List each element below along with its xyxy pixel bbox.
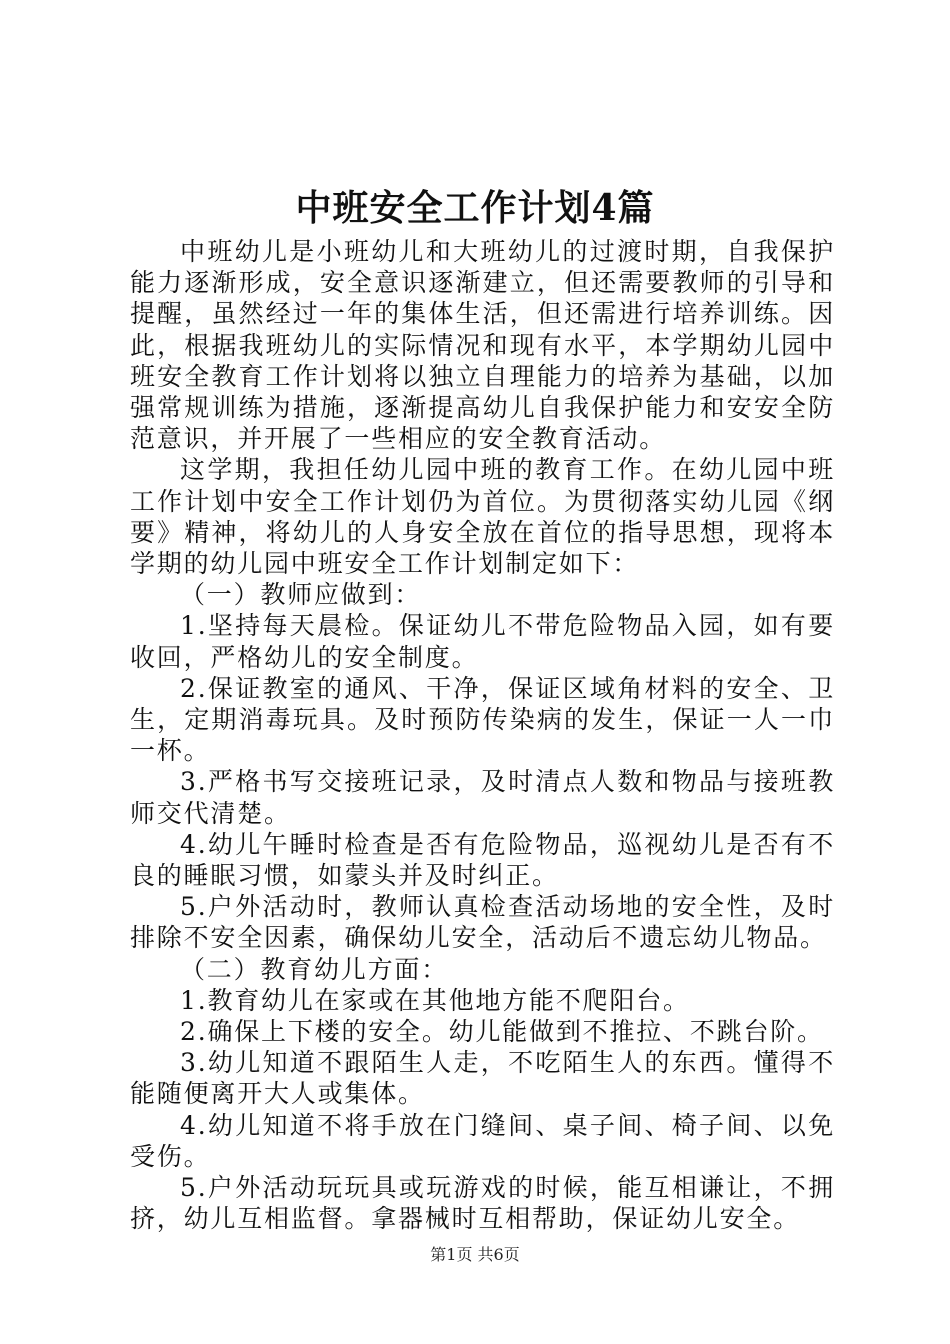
- list-item: 5.户外活动玩玩具或玩游戏的时候，能互相谦让，不拥挤，幼儿互相监督。拿器械时互相帮助，保证幼儿安全。: [130, 1173, 835, 1234]
- list-item: 1.坚持每天晨检。保证幼儿不带危险物品入园，如有要收回，严格幼儿的安全制度。: [130, 611, 835, 672]
- list-item: 4.幼儿知道不将手放在门缝间、桌子间、椅子间、以免受伤。: [130, 1110, 835, 1171]
- list-item: 3.严格书写交接班记录，及时清点人数和物品与接班教师交代清楚。: [130, 767, 835, 828]
- list-item: 5.户外活动时，教师认真检查活动场地的安全性，及时排除不安全因素，确保幼儿安全，活动后不遗忘幼儿物品。: [130, 892, 835, 953]
- paragraph-semester: 这学期，我担任幼儿园中班的教育工作。在幼儿园中班工作计划中安全工作计划仍为首位。为贯彻落实幼儿园《纲要》精神，将幼儿的人身安全放在首位的指导思想，现将本学期的幼儿园中班安全工作计划制定如下：: [130, 455, 835, 579]
- document-title: 中班安全工作计划4篇: [295, 187, 655, 229]
- list-item: 2.确保上下楼的安全。幼儿能做到不推拉、不跳台阶。: [180, 1017, 824, 1047]
- page-footer: 第1页 共6页: [430, 1245, 520, 1264]
- document-body: [130, 236, 835, 1235]
- paragraph-intro: 中班幼儿是小班幼儿和大班幼儿的过渡时期，自我保护能力逐渐形成，安全意识逐渐建立，但还需要教师的引导和提醒，虽然经过一年的集体生活，但还需进行培养训练。因此，根据我班幼儿的实际情况和现有水平，本学期幼儿园中班安全教育工作计划将以独立自理能力的培养为基础，以加强常规训练为措施，逐渐提高幼儿自我保护能力和安安全防范意识，并开展了一些相应的安全教育活动。: [130, 237, 835, 454]
- section-heading-children: （二）教育幼儿方面：: [180, 954, 449, 984]
- list-item: 1.教育幼儿在家或在其他地方能不爬阳台。: [180, 985, 690, 1015]
- list-item: 4.幼儿午睡时检查是否有危险物品，巡视幼儿是否有不良的睡眠习惯，如蒙头并及时纠正。: [130, 829, 835, 891]
- list-item: 2.保证教室的通风、干净，保证区域角材料的安全、卫生，定期消毒玩具。及时预防传染病的发生，保证一人一巾一杯。: [130, 673, 835, 766]
- section-heading-teachers: （一）教师应做到：: [180, 580, 422, 610]
- list-item: 3.幼儿知道不跟陌生人走，不吃陌生人的东西。懂得不能随便离开大人或集体。: [130, 1048, 835, 1109]
